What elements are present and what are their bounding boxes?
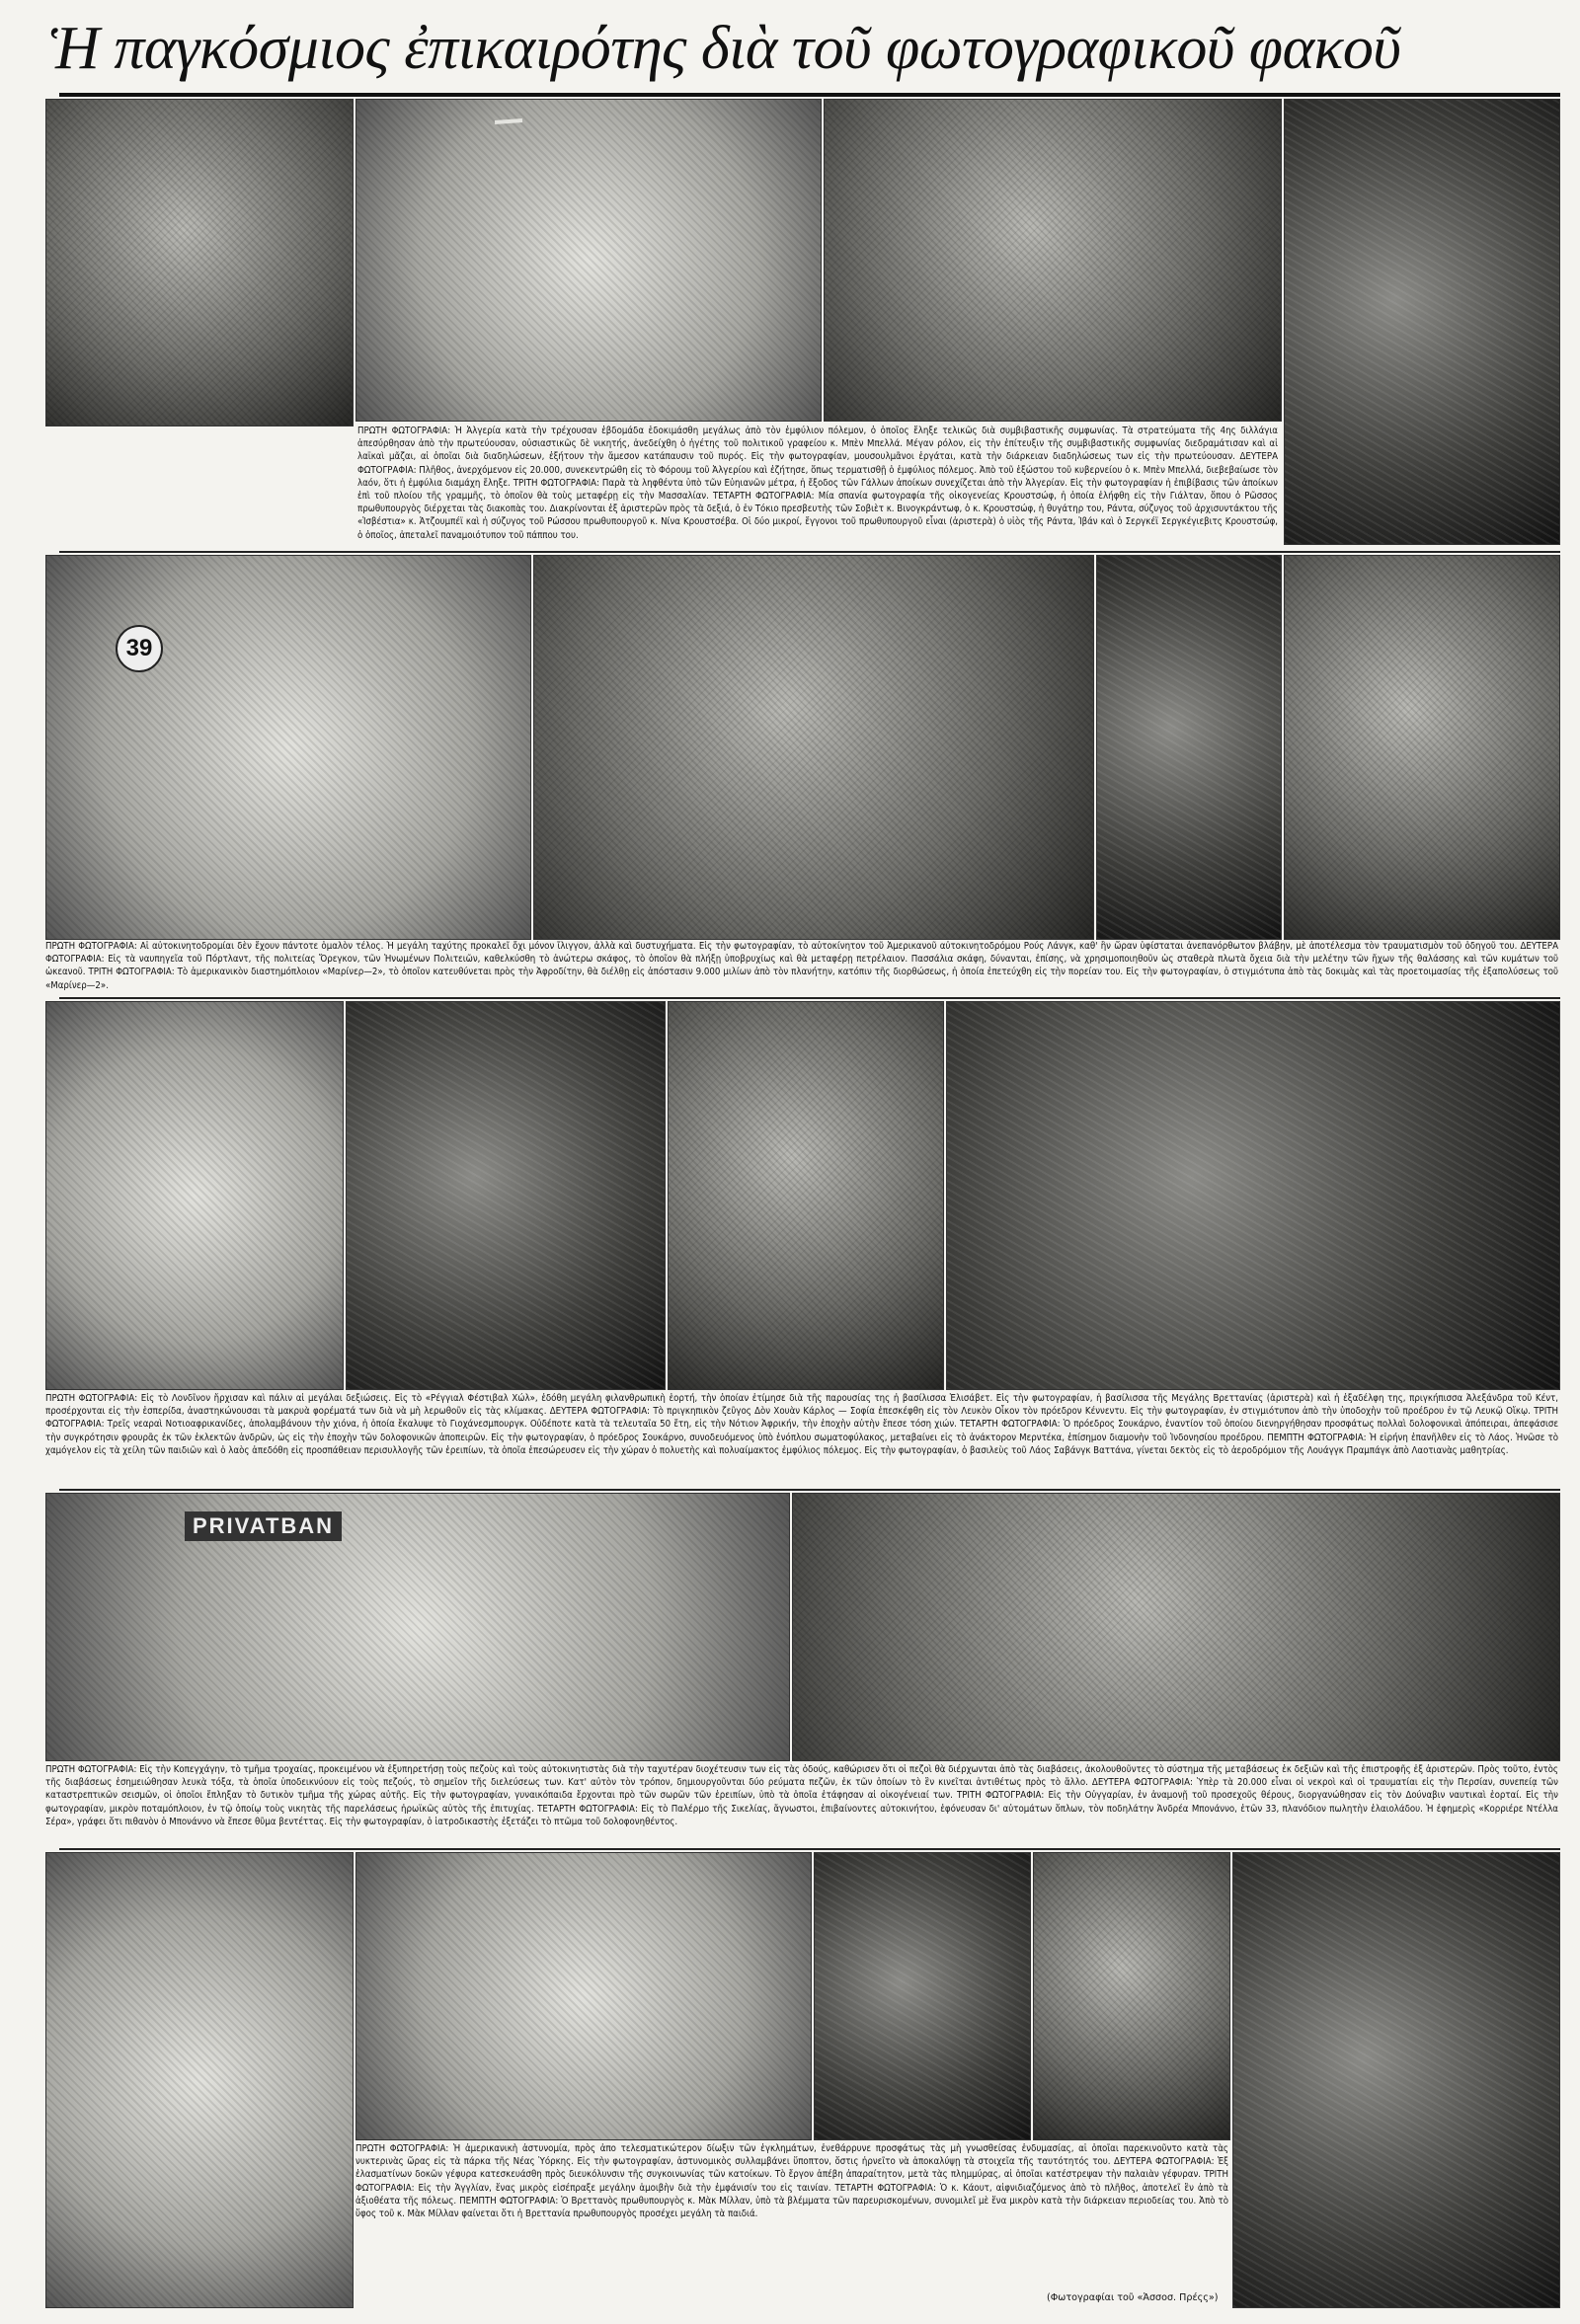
row-divider-4 — [59, 1848, 1560, 1850]
photo-credit: (Φωτογραφίαι τοῦ «Ἀσσοσ. Πρέςς») — [1047, 2292, 1219, 2303]
photo-speedboat-harbor — [792, 1493, 1560, 1761]
row-divider-3 — [59, 1489, 1560, 1491]
row-divider-1 — [59, 551, 1560, 553]
privatbank-sign: PRIVATBAN — [185, 1511, 342, 1541]
photo-cuba-militia-rifle — [946, 1001, 1560, 1390]
row-2-caption: ΠΡΩΤΗ ΦΩΤΟΓΡΑΦΙΑ: Αἱ αὐτοκινητοδρομίαι δὲν ἔχουν πάντοτε ὁμαλὸν τέλος. Ἡ μεγάλη ταχύτης προκαλεῖ ὄχι μόνον ἴλιγγον, ἀλλὰ καὶ δυστυχήματα. Εἰς τὴν φωτογραφίαν, τὸ αὐτοκίνητον τοῦ Ἀμερικανοῦ αὐτοκινητοδρόμου Ρούς Λάνγκ, καθ' ἣν ὥραν ὑφίσταται ἀνεπανόρθωτον βλάβην, μὲ ἀποτέλεσμα τὸν τραυματισμὸν τοῦ ὁδηγοῦ του. ΔΕΥΤΕΡΑ ΦΩΤΟΓΡΑΦΙΑ: Εἰς τὰ ναυπηγεῖα τοῦ Πόρτλαντ, τῆς πολιτείας Ὄρεγκον, τῶν Ἡνωμένων Πολιτειῶν, καθελκύσθη τὸ ἀνώτερω σκάφος, τὸ ὁποῖον θὰ πλήξῃ ὑποβρυχίως καὶ θὰ μεταφέρῃ πετρέλαιον. Πασσάλια σκάφη, δύνανται, ἐπίσης, νὰ χρησιμοποιηθοῦν ὡς σταθερὰ πλωτὰ ὄχεια διὰ τὴν μελέτην τῶν ἤχων τῆς θαλάσσης καὶ τῶν κυμάτων τοῦ ὠκεανοῦ. ΤΡΙΤΗ ΦΩΤΟΓΡΑΦΙΑ: Τὸ ἀμερικανικὸν διαστημόπλοιον «Μαρίνερ—2», τὸ ὁποῖον κατευθύνεται πρὸς τὴν Ἀφροδίτην, θὰ διέλθῃ εἰς ἀπόστασιν 9.000 μιλίων ἀπὸ τὸν πλανήτην, κατόπιν τῆς διορθώσεως, ἡ ὁποία ἐπετεύχθη εἰς τὴν πορείαν του. Εἰς τὴν φωτογραφίαν, ὁ στιγμιότυπα ἀπὸ τὰς δοκιμὰς καὶ τὰς προετοιμασίας τῆς ἐξαπολύσεως τοῦ «Μαρίνερ—2». — [45, 941, 1558, 991]
photo-mariner-rocket-launch — [1096, 555, 1282, 940]
photo-crashed-aircraft-water — [533, 555, 1094, 940]
photo-algeria-crowd-flags — [45, 99, 354, 426]
photo-sidecar-racer-crash — [45, 555, 531, 940]
photo-crowd-with-dignitary — [1033, 1852, 1230, 2140]
headline-rule — [59, 93, 1560, 97]
photo-new-york-suspect-arrest — [45, 1852, 354, 2308]
photo-archbishop-child — [1232, 1852, 1560, 2308]
row-3-caption: ΠΡΩΤΗ ΦΩΤΟΓΡΑΦΙΑ: Εἰς τὸ Λονδῖνον ἤρχισαν καὶ πάλιν αἱ μεγάλαι δεξιώσεις. Εἰς τὸ «Ρέγγιαλ Φέστιβαλ Χώλ», ἐδόθη μεγάλη φιλανθρωπικὴ ἑορτή, τὴν ὁποίαν ἐτίμησε διὰ τῆς παρουσίας της ἡ βασίλισσα Ἐλισάβετ. Εἰς τὴν φωτογραφίαν, ἡ βασίλισσα τῆς Μεγάλης Βρεττανίας (ἀριστερὰ) καὶ ἡ ἐξαδέλφη της, πριγκήπισσα Ἀλεξάνδρα τοῦ Κέντ, προσέρχονται εἰς τὴν ἑσπερίδα, ἀναστηκώνουσαι τὰ μακρυὰ φορέματά των διὰ νὰ μὴ λερωθοῦν εἰς τὰς κλίμακας. ΔΕΥΤΕΡΑ ΦΩΤΟΓΡΑΦΙΑ: Τὸ πριγκηπικὸν ζεῦγος Δὸν Χουὰν Κάρλος — Σοφία ἐπεσκέφθη εἰς τὸν Λευκὸν Οἶκον τὸν πρόεδρον Κέννεντυ. Εἰς τὴν φωτογραφίαν, ἐν στιγμιότυπον ἀπὸ τὴν ὑποδοχὴν τοῦ προέδρου ἐν τῷ Λευκῷ Οἴκῳ. ΤΡΙΤΗ ΦΩΤΟΓΡΑΦΙΑ: Τρεῖς νεαραὶ Νοτιοαφρικανίδες, ἀπολαμβάνουν τὴν χιόνα, ἡ ὁποία ἔκαλυψε τὸ Γιοχάνεσμπουργκ. Οὐδέποτε κατὰ τὰ τελευταῖα 50 ἔτη, εἰς τὴν Νότιον Ἀφρικήν, τὴν ἐποχὴν αὐτὴν ἔπεσε τόση χιών. ΤΕΤΑΡΤΗ ΦΩΤΟΓΡΑΦΙΑ: Ὁ πρόεδρος Σουκάρνο, ἐναντίον τοῦ ὁποίου διενηργήθησαν προσφάτως πολλαὶ δολοφονικαὶ ἀπόπειραι, ἀπεφάσισε τὴν συγκρότησιν φρουρᾶς ἐκ τῶν ἐκλεκτῶν ἀνδρῶν, ὡς εἰς τὴν ἐποχὴν τῶν δολοφονικῶν ἀποπειρῶν. Εἰς τὴν φωτογραφίαν, ὁ πρόεδρος Σουκάρνο, συνοδευόμενος ὑπὸ ἐνόπλου σωματοφύλακος, μεταβαίνει εἰς τὸ ἀνάκτορον Μερντέκα, ἐπίσημον διαμονὴν τοῦ Ἰνδονησίου προέδρου. ΠΕΜΠΤΗ ΦΩΤΟΓΡΑΦΙΑ: Ἡ εἰρήνη ἐπανῆλθεν εἰς τὸ Λάος. Ἠνῶσε τὸ χαμόγελον εἰς τὰ χείλη τῶν παιδιῶν καὶ ὁ λαὸς ἀπεδόθη εἰς προσπάθειαν περισυλλογῆς τῶν ἐρειπίων, τὰ ὁποῖα ἐπεσώρευσεν εἰς τὴν χώραν ὁ πολυετὴς καὶ πολυαίμακτος ἐμφύλιος πόλεμος. Εἰς τὴν φωτογραφίαν, ὁ βασιλεὺς τοῦ Λάος Σαβάνγκ Βαττάνα, γίνεται δεκτὸς εἰς τὸ ἀεροδρόμιον τῆς Λουάγγκ Πραμπάγκ ἀπὸ Λαοτιανὰς μαθητρίας. — [45, 1393, 1558, 1456]
row-1-caption: ΠΡΩΤΗ ΦΩΤΟΓΡΑΦΙΑ: Ἡ Ἀλγερία κατὰ τὴν τρέχουσαν ἑβδομάδα ἑδοκιμάσθη μεγάλως ἀπὸ τὸν ἐμφύλιον πόλεμον, ὁ ὁποῖος ἔληξε τελικῶς διὰ συμβιβαστικῆς συμφωνίας. Τὰ στρατεύματα τῆς 4ης διλλάγια ἀπεσύρθησαν ἀπὸ τὴν πρωτεύουσαν, οὐσιαστικῶς δὲ νικητής, ἀνεδείχθη ὁ ἠγέτης τοῦ πολιτικοῦ γραφείου κ. Μπὲν Μπελλά. Μέγαν ρόλον, εἰς τὴν ἐπίτευξιν τῆς συμβιβαστικῆς συμφωνίας διεδραμάτισαν καὶ αἱ λαϊκαὶ μᾶζαι, αἱ ὁποῖαι διὰ διαδηλώσεων, ἐξήτουν τὴν ἄμεσον κατάπαυσιν τοῦ πυρός. Εἰς τὴν φωτογραφίαν, μουσουλμᾶνοι ἐργάται, κατὰ τὴν διάρκειαν διαδηλώσεως των εἰς τὴν πρωτεύουσαν. ΔΕΥΤΕΡΑ ΦΩΤΟΓΡΑΦΙΑ: Πλῆθος, ἀνερχόμενον εἰς 20.000, συνεκεντρώθη εἰς τὸ Φόρουμ τοῦ Ἀλγερίου καὶ ἐζήτησε, ὅπως τερματισθῇ ὁ ἐμφύλιος πόλεμος. Ἀπὸ τοῦ ἐξώστου τοῦ κυβερνείου ὁ κ. Μπὲν Μπελλά, διεβεβαίωσε τὸν λαόν, ὅτι ἡ ἐμφύλια διαμάχη ἔληξε. ΤΡΙΤΗ ΦΩΤΟΓΡΑΦΙΑ: Παρὰ τὰ ληφθέντα ὑπὸ τῶν Εὐηιανῶν μέτρα, ἡ ἔξοδος τῶν Γάλλων ἀποίκων συνεχίζεται ἀπὸ τὴν Ἀλγερίαν. Εἰς τὴν φωτογραφίαν ἡ ἐπιβίβασις τῶν ἀποίκων ἐπὶ τοῦ πλοίου τῆς γραμμῆς, τὸ ὁποῖον θὰ τοὺς μεταφέρῃ εἰς τὴν Μασσαλίαν. ΤΕΤΑΡΤΗ ΦΩΤΟΓΡΑΦΙΑ: Μία σπανία φωτογραφία τῆς οἰκογενείας Κρουστσώφ, ἡ ὁποία ἐλήφθη εἰς τὴν Γιάλταν, ὅπου ὁ Ρῶσσος πρωθυπουργὸς διέρχεται τὰς διακοπὰς του. Διακρίνονται ἐξ ἀριστερῶν πρὸς τὰ δεξιά, ὁ ἐν Τόκιο πρεσβευτὴς τῶν Σοβιὲτ κ. Βινογκράντωφ, ὁ κ. Κρουστσώφ, ἡ θυγάτηρ του, Ράντα, σύζυγος τοῦ ἀρχισυντάκτου τῆς «Ἰσβέστια» κ. Ἀτζουμπέϊ καὶ ἡ σύζυγος τοῦ Ρώσσου πρωθυπουργοῦ κ. Νίνα Κρουστσέβα. Οἱ δύο μικροί, ἔγγονοι τοῦ πρωθυπουργοῦ εἶναι (ἀριστερὰ) ὁ υἱὸς τῆς Ράντα, Ἰβάν καὶ ὁ Σεργκέϊ Σεργκέγιεβιτς Κρουστσώφ, ὁ ὁποῖος, ἀπεταλεῖ παναμοιότυπον τοῦ πάππου του. — [357, 426, 1278, 541]
photo-algeria-evacuation-ship — [824, 99, 1282, 422]
photo-white-house-visit — [346, 1001, 666, 1390]
photo-mariner-spacecraft — [1284, 555, 1560, 940]
rally-banner-sign — [495, 118, 522, 124]
racer-number: 39 — [116, 625, 163, 672]
photo-khrushchev-family-bus — [1284, 99, 1560, 545]
row-4-caption: ΠΡΩΤΗ ΦΩΤΟΓΡΑΦΙΑ: Εἰς τὴν Κοπεγχάγην, τὸ τμῆμα τροχαίας, προκειμένου νὰ ἐξυπηρετήσῃ τοὺς πεζοὺς καὶ τοὺς αὐτοκινητιστὰς διὰ τὴν ταχυτέραν διοχέτευσιν των εἰς τὰς ὁδούς, καθώρισεν ὅτι οἱ πεζοὶ θὰ διέρχωνται ἀπὸ τὰς διαβάσεις, ἀκολουθοῦντες τὸ σύστημα τῆς μεταβάσεως ἐκ δεξιῶν καὶ τῆς ἐπιστροφῆς ἐξ ἀριστερῶν. Πρὸς τοῦτο, ἐντὸς τῆς διαβάσεως ἐσημειώθησαν λευκὰ τόξα, τὰ ὁποῖα ὑποδεικνύουν εἰς τοὺς πεζούς, τὸ σημεῖον τῆς διελεύσεως των. Κατ' αὐτὸν τὸν τρόπον, δημιουργοῦνται δύο ρεύματα πεζῶν, ἐκ τῶν ὁποίων τὸ ἓν κινεῖται ἀντιθέτως πρὸς τὸ ἄλλο. ΔΕΥΤΕΡΑ ΦΩΤΟΓΡΑΦΙΑ: Ὑπὲρ τὰ 20.000 εἶναι οἱ νεκροὶ καὶ οἱ τραυματίαι εἰς τὴν Περσίαν, συνεπείᾳ τῶν καταστρεπτικῶν σεισμῶν, οἱ ὁποῖοι ἔπληξαν τὸ δυτικὸν τμῆμα τῆς χώρας αὐτῆς. Εἰς τὴν φωτογραφίαν, γυναικόπαιδα ἔρχονται πρὸ τῶν σωρῶν τῶν ἐρειπίων, ὑπὸ τὰ ὁποῖα ἐτάφησαν αἱ οἰκογένειαί των. ΤΡΙΤΗ ΦΩΤΟΓΡΑΦΙΑ: Εἰς τὴν Οὐγγαρίαν, ἐν ἀναμονῇ τοῦ προσεχοῦς θέρους, διοργανώθησαν εἰς τὸν Δούναβιν ναυτικαὶ ἑορταί. Εἰς τὴν φωτογραφίαν, μικρὸν ποταμόπλοιον, ἐν τῷ ὁποίῳ τοὺς νικητὰς τῆς παρελάσεως ἠρωϊκῶς αὐτὸς τῆς ἐπιτυχίας. ΤΕΤΑΡΤΗ ΦΩΤΟΓΡΑΦΙΑ: Εἰς τὸ Παλέρμο τῆς Σικελίας, ἄγνωστοι, ἐπιβαίνοντες αὐτοκινήτου, ἐφόνευσαν δι' αὐτομάτων ὅπλων, τὸν ποδηλάτην Ἀνδρέα Μπονάννο, ἐτῶν 33, πλανόδιον πωλητὴν ἐλαιολάδου. Ἡ ἐφημερὶς «Κορριέρε Ντέλλα Σέρα», γράφει ὅτι πιθανὸν ὁ Μπονάννο νὰ ἔπεσε θῦμα βεντέττας. Εἰς τὴν φωτογραφίαν, ὁ ἰατροδικαστὴς ἐξετάζει τὸ πτῶμα τοῦ δολοφονηθέντος. — [45, 1764, 1558, 1827]
row-5-caption: ΠΡΩΤΗ ΦΩΤΟΓΡΑΦΙΑ: Ἡ ἀμερικανικὴ ἀστυνομία, πρὸς ἀπο τελεσματικώτερον δίωξιν τῶν ἐγκλημάτων, ἐνεθάρρυνε προσφάτως τὰς μὴ γνωσθείσας ἐνδυμασίας, αἱ ὁποῖαι παρεκινοῦντο κατὰ τὰς νυκτερινὰς ὥρας εἰς τὰ πάρκα τῆς Νέας Ὑόρκης. Εἰς τὴν φωτογραφίαν, ἀστυνομικὸς συλλαμβάνει ὕποπτον, ὅστις ἠρνεῖτο νὰ ἀποκαλύψῃ τὰ στοιχεῖα τῆς ταυτότητός του. ΔΕΥΤΕΡΑ ΦΩΤΟΓΡΑΦΙΑ: Ἐξ ἐλασματίνων δοκῶν γέφυρα κατεσκευάσθη πρὸς διευκόλυνσιν τῆς συγκοινωνίας τῶν κατοίκων. Τὸ ἔργον ἀπέβη ἀπαραίτητον, μετὰ τὰς πλημμύρας, αἱ ὁποῖαι κατέστρεψαν τὴν παλαιὰν γέφυραν. ΤΡΙΤΗ ΦΩΤΟΓΡΑΦΙΑ: Εἰς τὴν Ἀγγλίαν, ἕνας μικρὸς εἰσέπραξε μεγάλην ἀμοιβὴν διὰ τὴν ἐμφάνισίν του εἰς ταινίαν. ΤΕΤΑΡΤΗ ΦΩΤΟΓΡΑΦΙΑ: Ὁ κ. Κάουτ, αἰφνιδιαζόμενος ἀπὸ τὸ πλῆθος, ἀποτελεῖ ἓν ἀπὸ τὰ ἀξιοθέατα τῆς πόλεως. ΠΕΜΠΤΗ ΦΩΤΟΓΡΑΦΙΑ: Ὁ Βρεττανὸς πρωθυπουργὸς κ. Μὰκ Μίλλαν, ὑπὸ τὰ βλέμματα τῶν παρευρισκομένων, συνομιλεῖ μὲ ἕνα μικρὸν κατὰ τὴν διάρκειαν περιοδείας του. Ἀπὸ τὸ ὕφος τοῦ κ. Μὰκ Μίλλαν φαίνεται ὅτι ἡ Βρεττανία πρωθυπουργὸς προσέχει μεγάλη τὰ παιδιά. — [356, 2143, 1228, 2220]
photo-algeria-rally-banner — [356, 99, 822, 422]
page-headline: Ἡ παγκόσμιος ἐπικαιρότης διὰ τοῦ φωτογραφικοῦ φακοῦ — [49, 15, 1401, 82]
photo-boy-portrait — [814, 1852, 1031, 2140]
row-divider-2 — [59, 997, 1560, 999]
adjacent-column-edge — [1558, 99, 1576, 2306]
photo-copenhagen-street-barrier — [45, 1493, 790, 1761]
photo-london-royal-reception — [45, 1001, 344, 1390]
photo-bridge-construction — [356, 1852, 812, 2140]
photo-flower-garden-visitors — [668, 1001, 944, 1390]
